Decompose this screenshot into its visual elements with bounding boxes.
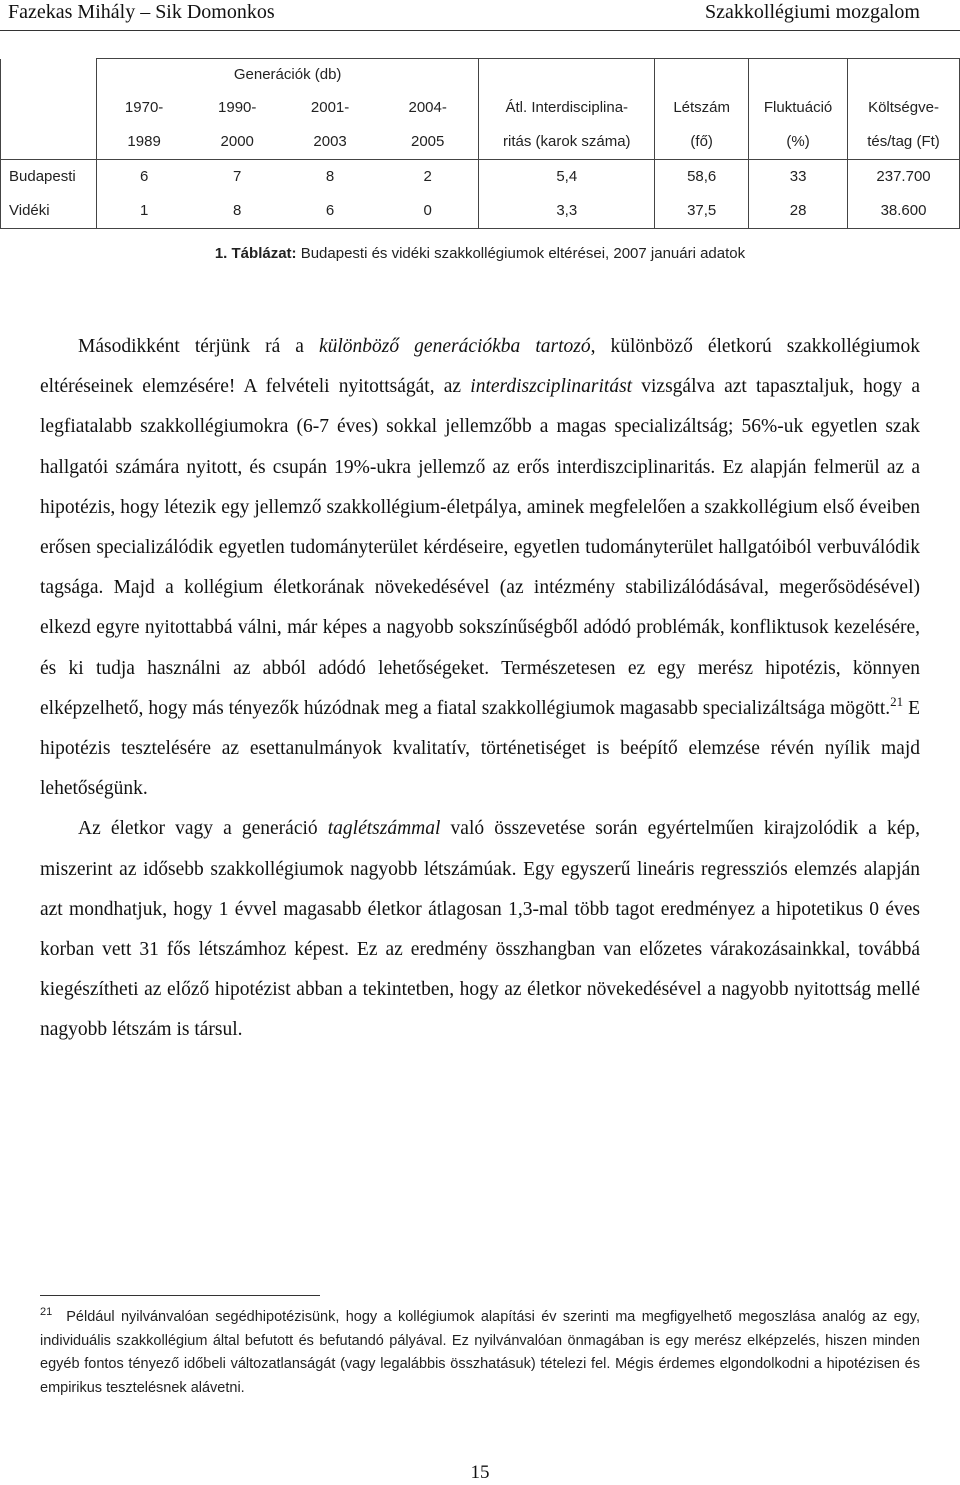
column-header-bottom: ritás (karok száma) xyxy=(479,125,655,160)
paragraph-text: Másodikként térjünk rá a xyxy=(78,336,319,357)
table-cell: 33 xyxy=(749,160,848,195)
generation-header-bottom: 2003 xyxy=(313,133,347,150)
body-text xyxy=(40,327,920,1051)
table-header-spacer xyxy=(848,59,960,92)
caption-text: Budapesti és vidéki szakkollégiumok eltérései, 2007 januári adatok xyxy=(300,245,746,262)
table-cell: 8 xyxy=(191,194,283,229)
table-header-spacer xyxy=(655,59,749,92)
header-title: Szakkollégiumi mozgalom xyxy=(705,1,920,23)
emphasis-text: különböző generációkba tartozó xyxy=(318,336,591,357)
generation-header-bottom: 2005 xyxy=(410,133,445,150)
table-cell: 2 xyxy=(377,160,479,195)
table-cell: 8 xyxy=(283,160,377,195)
table-cell: 3,3 xyxy=(479,194,655,229)
caption-label: 1. Táblázat: xyxy=(214,245,297,262)
emphasis-text: taglétszámmal xyxy=(327,818,441,840)
table-cell: 58,6 xyxy=(655,160,749,195)
page-number: 15 xyxy=(470,1462,490,1483)
table-header-spacer xyxy=(479,59,655,92)
paragraph xyxy=(40,809,920,1050)
row-label: Vidéki xyxy=(1,194,97,229)
column-header-bottom: tés/tag (Ft) xyxy=(848,125,960,160)
table-cell: 6 xyxy=(96,160,191,195)
footnote-text: Például nyilvánvalóan segédhipotézisünk, hogy a kollégiumok alapítási év szerinti ma megfigyelhető megoszlása analóg az egy, individuális szakkollégium által befutott és befutandó pályával. Ez nyilvánvalóan önmagában is egy merész elképzelés, hiszen minden egyéb fontos tényező időbeli változatlanságát (vagy legalábbis összhatásuk) tételezi fel. Mégis érdemes elgondolkodni a hipotézisen és empirikus tesztelésnek alávetni. xyxy=(40,1309,920,1396)
table-header-spacer xyxy=(749,59,848,92)
emphasis-text: interdiszciplinaritást xyxy=(470,376,633,398)
footnote-number: 21 xyxy=(40,1306,53,1318)
column-header-top: Költségve- xyxy=(848,91,960,125)
table-caption xyxy=(0,245,960,262)
table-cell: 1 xyxy=(96,194,191,229)
footnote xyxy=(40,1306,920,1400)
paragraph-text: Az életkor vagy a generáció xyxy=(78,818,328,840)
generation-header-bottom: 1989 xyxy=(96,125,191,160)
table-cell: 28 xyxy=(749,194,848,229)
table-corner-cell xyxy=(1,91,97,125)
table-corner-cell xyxy=(1,125,97,160)
table-cell: 6 xyxy=(283,194,377,229)
table-row xyxy=(1,194,960,229)
paragraph-text: vizsgálva azt tapasztaljuk, hogy a legfiatalabb szakkollégiumokra (6-7 éves) sokkal jellemzőbb a magas specializáltság; 56%-uk egyetlen szak hallgatói számára nyitott, és csupán 19%-ukra jellemző az erős interdiszciplinaritás. Ez alapján felmerül az a hipotézis, hogy létezik egy jellemző szakkollégium-életpálya, aminek megfelelően a szakkollégium első éveiben erősen specializálódik egyetlen tudományterület kérdéseire, egyetlen tudományterület hallgatóiból verbuválódik tagsága. Majd a kollégium életkorának növekedésével (az intézmény stabilizálódásával, megerősödésével) elkezd egyre nyitottabbá válni, már képes a nagyobb sokszínűségből adódó problémák, konfliktusok kezelésére, és ki tudja használni az abból adódó lehetőségeket. Természetesen ez egy merész hipotézis, könnyen elképzelhető, hogy más tényezők húzódnak meg a fiatal szakkollégiumok magasabb specializáltsága mögött. xyxy=(40,376,921,719)
paragraph-text: E hipotézis tesztelésére az esettanulmányok kvalitatív, történetiséget is beépítő elemzése révén nyílik majd lehetőségünk. xyxy=(40,697,920,800)
header-authors: Fazekas Mihály – Sik Domonkos xyxy=(8,1,275,23)
generation-header-top: 2004- xyxy=(408,99,447,116)
paragraph-text: való összevetése során egyértelműen kirajzolódik a kép, miszerint az idősebb szakkollégiumok nagyobb létszámúak. Egy egyszerű lineáris regressziós elemzés alapján azt mondhatjuk, hogy 1 évvel magasabb életkor átlagosan 1,3-mal több tagot eredményez a hipotetikus 0 éves korban vett 31 fős létszámhoz képest. Ez az eredmény összhangban van előzetes várakozásainkkal, továbbá kiegészítheti az előző hipotézist abban a tekintetben, hogy az életkor növekedésével a nagyobb nyitottság mellé nagyobb létszám is társul. xyxy=(40,818,920,1041)
column-header-top: Átl. Interdisciplina- xyxy=(479,91,655,125)
generations-group-header: Generációk (db) xyxy=(96,59,478,92)
page-header xyxy=(0,0,960,30)
table-cell: 0 xyxy=(377,194,479,229)
table-cell: 237.700 xyxy=(848,160,960,195)
table-cell: 37,5 xyxy=(655,194,749,229)
table-cell: 7 xyxy=(191,160,283,195)
footnote-reference[interactable]: 21 xyxy=(890,693,904,709)
table-cell: 38.600 xyxy=(848,194,960,229)
comparison-table xyxy=(0,58,960,229)
generation-header-top: 2001- xyxy=(310,99,350,116)
column-header-bottom: (fő) xyxy=(655,125,749,160)
row-label: Budapesti xyxy=(1,160,97,195)
column-header-top: Létszám xyxy=(655,91,749,125)
paragraph xyxy=(40,327,920,809)
table-corner-cell xyxy=(1,59,97,92)
footnote-separator xyxy=(40,1295,320,1296)
generation-header-top: 1990- xyxy=(218,99,257,116)
generation-header-bottom: 2000 xyxy=(220,133,254,150)
generation-header-top: 1970- xyxy=(96,91,191,125)
column-header-bottom: (%) xyxy=(749,125,848,160)
paragraph-text: , különböző életkorú szakkollégiumok eltéréseinek elemzésére! A felvételi nyitottságát, az xyxy=(40,336,920,398)
table-cell: 5,4 xyxy=(479,160,655,195)
header-rule xyxy=(0,30,960,31)
column-header-top: Fluktuáció xyxy=(749,91,848,125)
table-row xyxy=(1,160,960,195)
